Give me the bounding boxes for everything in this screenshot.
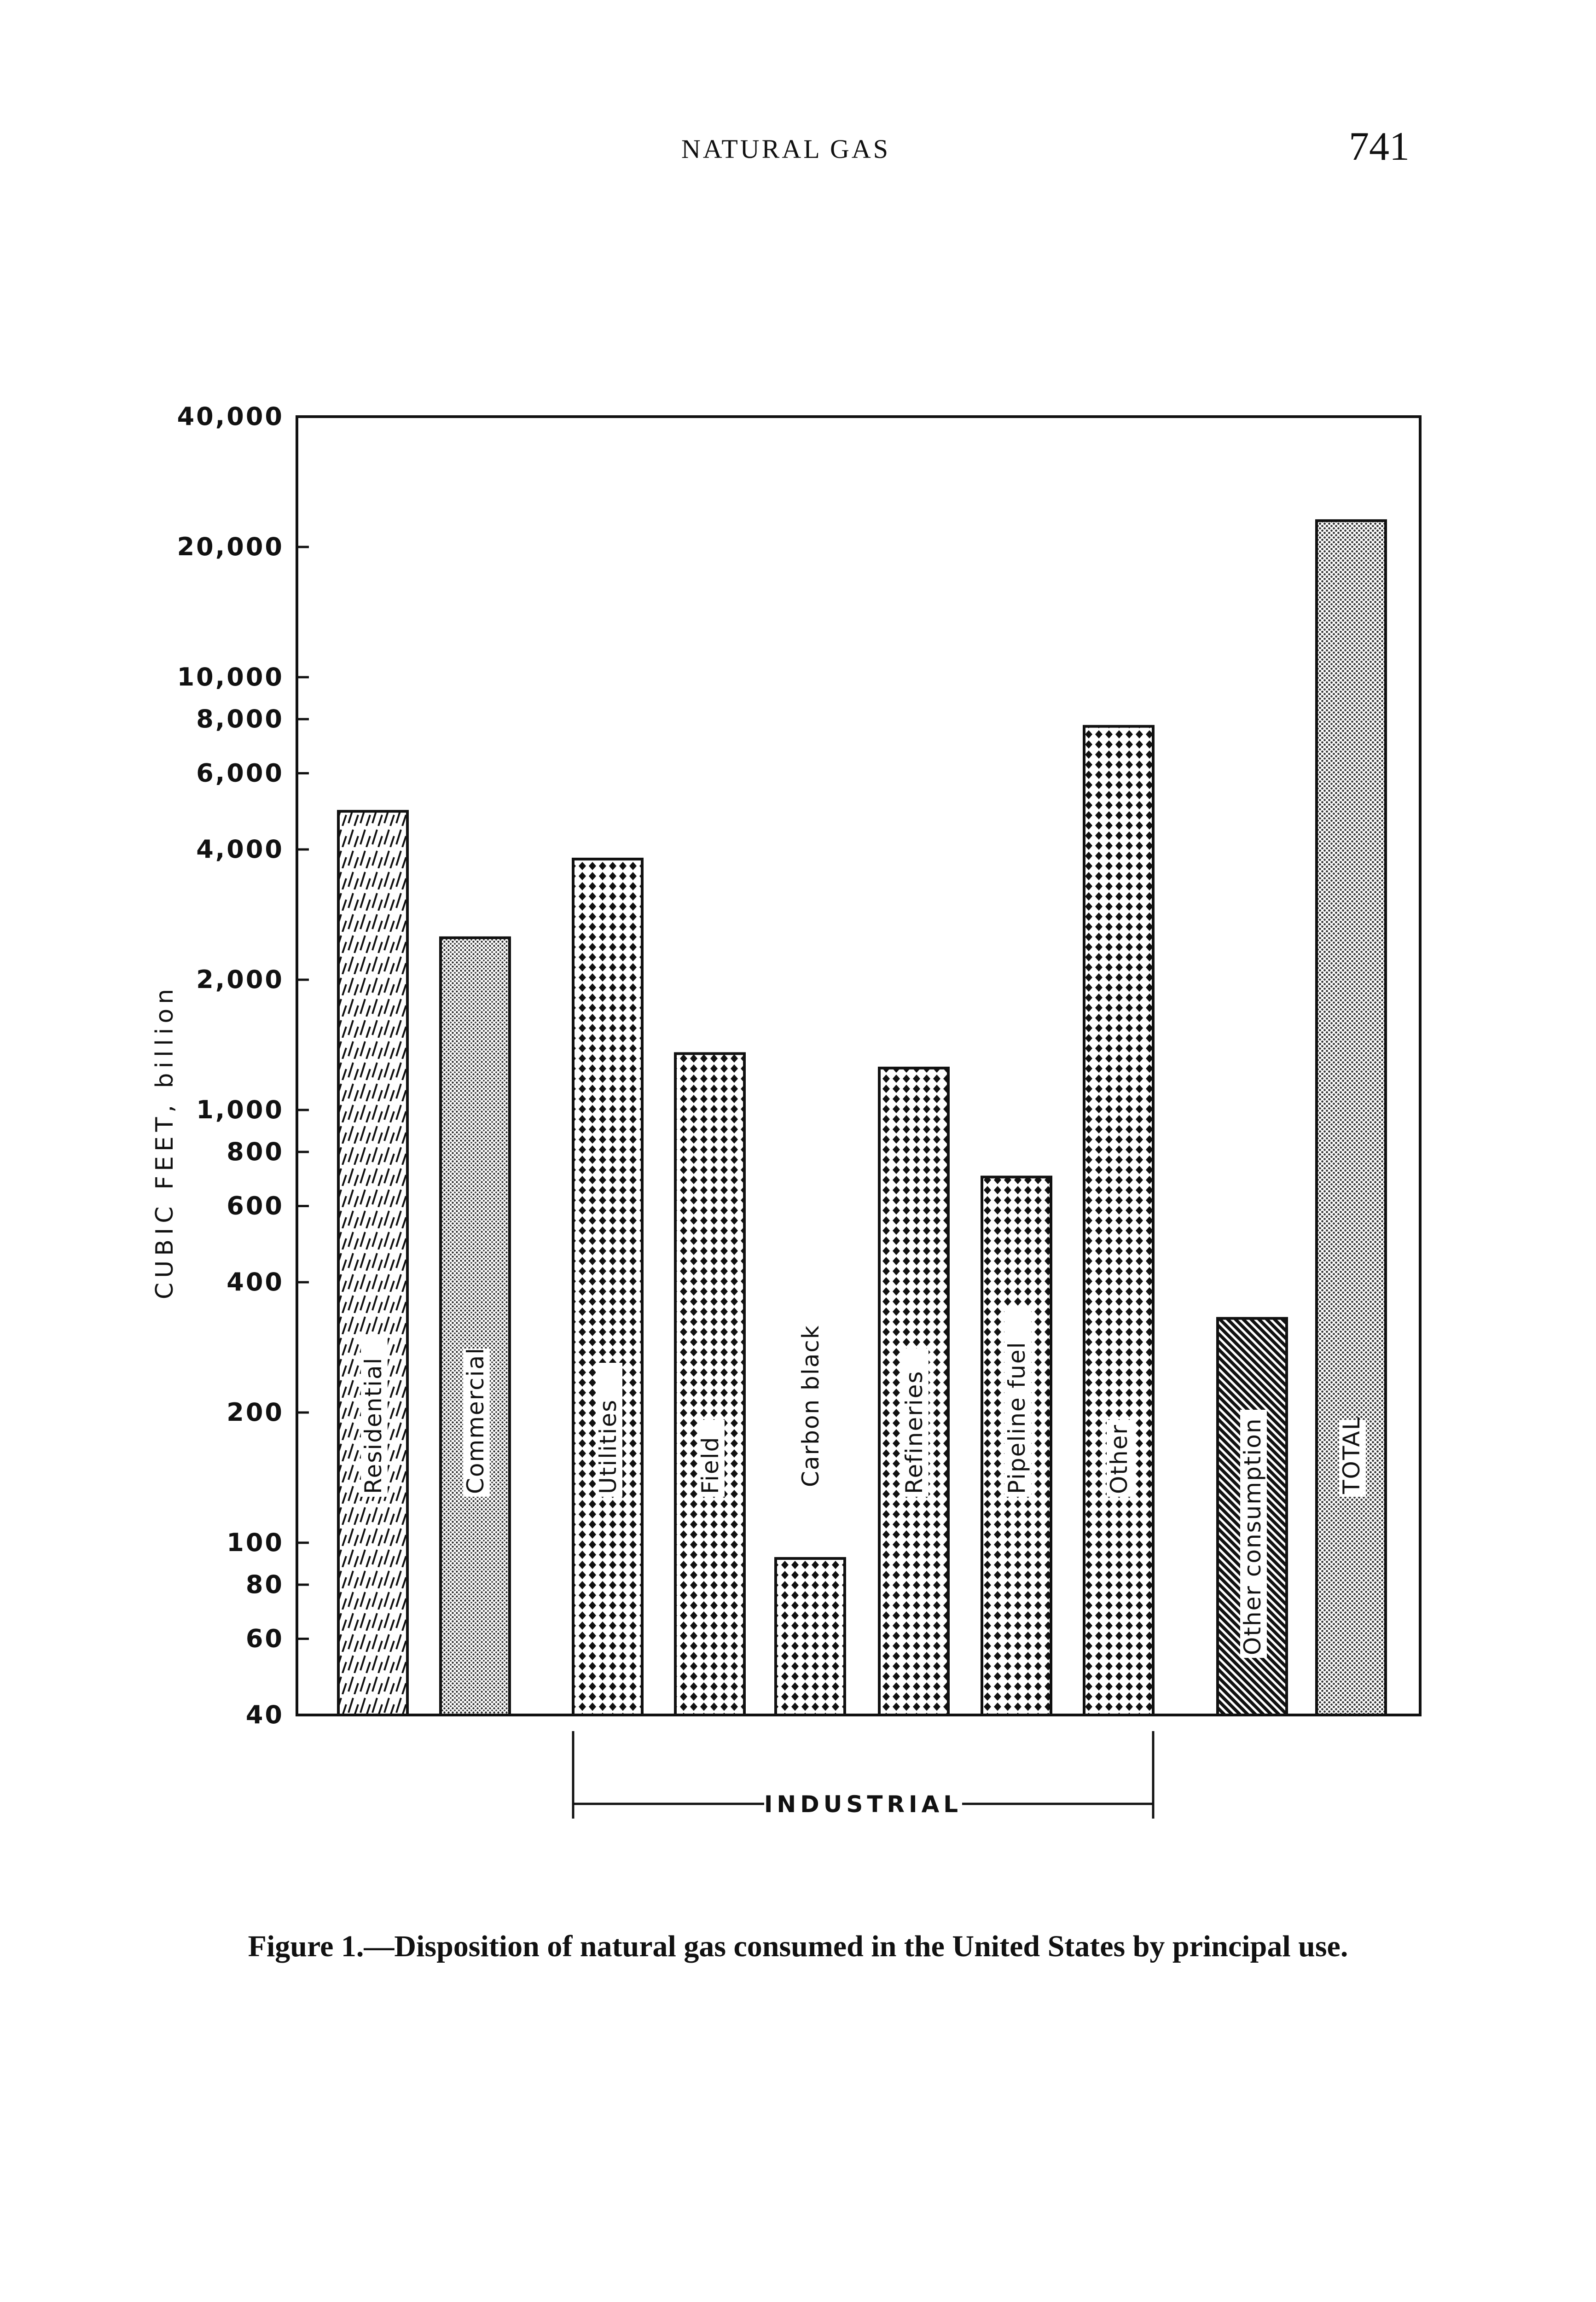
- bar-label: Utilities: [595, 1399, 621, 1494]
- bar-commercial: [441, 938, 510, 1715]
- bar-label: Other consumption: [1239, 1418, 1266, 1655]
- y-tick-label: 4,000: [196, 835, 284, 864]
- y-axis-label: CUBIC FEET, billion: [151, 984, 179, 1300]
- bar-field: [675, 1053, 744, 1715]
- bar-utilities: [573, 859, 642, 1715]
- running-head: NATURAL GAS: [681, 134, 891, 164]
- bar-residential: [338, 811, 407, 1715]
- y-tick-label: 20,000: [177, 532, 284, 561]
- y-tick-label: 60: [245, 1624, 284, 1653]
- bar-label: Field: [697, 1436, 724, 1494]
- y-tick-label: 200: [226, 1397, 284, 1427]
- bar-total: [1317, 521, 1386, 1715]
- y-tick-label: 80: [245, 1570, 284, 1599]
- bar-carbon-black: [776, 1558, 845, 1715]
- y-tick-label: 40: [245, 1700, 284, 1729]
- y-tick-label: 40,000: [177, 402, 284, 431]
- bar-label: Carbon black: [797, 1325, 824, 1487]
- y-tick-label: 2,000: [196, 965, 284, 994]
- group-label-industrial: INDUSTRIAL: [764, 1791, 963, 1818]
- y-tick-label: 6,000: [196, 758, 284, 788]
- y-tick-label: 1,000: [196, 1095, 284, 1124]
- y-tick-label: 100: [226, 1528, 284, 1557]
- y-tick-label: 800: [226, 1137, 284, 1167]
- y-tick-label: 8,000: [196, 704, 284, 734]
- bar-other: [1084, 727, 1153, 1715]
- y-tick-label: 400: [226, 1267, 284, 1296]
- page-number: 741: [1349, 124, 1410, 169]
- bar-label: TOTAL: [1338, 1416, 1365, 1494]
- bar-label: Other: [1106, 1424, 1132, 1494]
- bar-label: Commercial: [462, 1347, 489, 1494]
- bar-label: Pipeline fuel: [1004, 1341, 1030, 1494]
- y-tick-label: 600: [226, 1191, 284, 1221]
- bar-label: Residential: [360, 1357, 387, 1494]
- figure-caption: Figure 1.—Disposition of natural gas consumed in the United States by principal use.: [248, 1930, 1348, 1963]
- bar-label: Refineries: [901, 1370, 928, 1494]
- y-tick-label: 10,000: [177, 662, 284, 692]
